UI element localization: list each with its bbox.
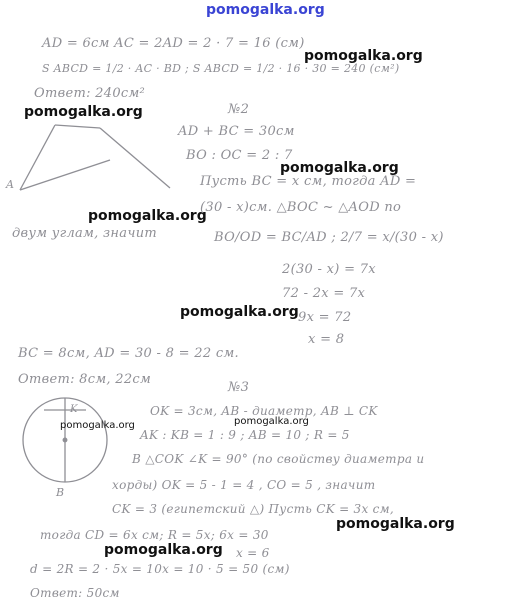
p2-line-2: BO : OC = 2 : 7 — [186, 148, 293, 163]
trapezoid-figure — [20, 125, 170, 190]
circle-figure — [23, 398, 107, 482]
p2-line-5: двум углам, значит — [12, 226, 158, 241]
watermark: pomogalka.org — [234, 416, 309, 427]
p3-line-3: B △COK ∠K = 90° (по свойству диаметра и — [132, 452, 425, 466]
p1-line-2: S ABCD = 1/2 · AC · BD ; S ABCD = 1/2 · 16 · 30 = 240 (см²) — [42, 62, 400, 75]
p2-line-3: Пусть BC = x см, тогда AD = — [200, 174, 417, 189]
circle-center — [63, 438, 67, 442]
p2-line-4: (30 - x)см. △BOC ~ △AOD по — [200, 200, 402, 215]
watermark: pomogalka.org — [180, 304, 299, 320]
p3-line-5: CK = 3 (египетский △) Пусть CK = 3x см, — [112, 502, 395, 516]
p3-line-4: хорды) OK = 5 - 1 = 4 , CO = 5 , значит — [112, 478, 376, 492]
p1-answer: Ответ: 240см² — [34, 86, 146, 101]
watermark: pomogalka.org — [280, 160, 399, 176]
p2-number: №2 — [228, 102, 250, 117]
watermark: pomogalka.org — [336, 516, 455, 532]
watermark: pomogalka.org — [24, 104, 143, 120]
circle-point-label: B — [56, 486, 65, 499]
p3-number: №3 — [228, 380, 250, 395]
watermark: pomogalka.org — [304, 48, 423, 64]
p2-equation-4: x = 8 — [308, 332, 345, 347]
p1-line-1: AD = 6см AC = 2AD = 2 · 7 = 16 (см) — [42, 36, 305, 51]
p2-line-6: BC = 8см, AD = 30 - 8 = 22 см. — [18, 346, 239, 361]
watermark-top: pomogalka.org — [206, 2, 325, 18]
p3-line-2: AK : KB = 1 : 9 ; AB = 10 ; R = 5 — [140, 428, 350, 442]
p3-line-6: тогда CD = 6x см; R = 5x; 6x = 30 — [40, 528, 269, 542]
trapezoid-right-side — [100, 128, 170, 188]
p3-line-8: d = 2R = 2 · 5x = 10x = 10 · 5 = 50 (см) — [30, 562, 290, 576]
watermark: pomogalka.org — [88, 208, 207, 224]
watermark: pomogalka.org — [104, 542, 223, 558]
trapezoid-vertex-label: A — [6, 178, 15, 191]
p3-answer: Ответ: 50см — [30, 586, 120, 600]
trapezoid-top-side — [55, 125, 100, 128]
p2-proportion: BO/OD = BC/AD ; 2/7 = x/(30 - x) — [214, 230, 444, 245]
p2-equation-1: 2(30 - x) = 7x — [282, 262, 376, 277]
p2-line-1: AD + BC = 30см — [178, 124, 295, 139]
p2-equation-3: 9x = 72 — [298, 310, 352, 325]
p3-line-7: x = 6 — [236, 546, 270, 560]
circle-chord-label: K — [70, 404, 78, 415]
p2-equation-2: 72 - 2x = 7x — [282, 286, 366, 301]
p2-answer: Ответ: 8см, 22см — [18, 372, 152, 387]
p3-line-1: OK = 3см, AB - диаметр, AB ⊥ CK — [150, 404, 378, 418]
watermark: pomogalka.org — [60, 420, 135, 431]
